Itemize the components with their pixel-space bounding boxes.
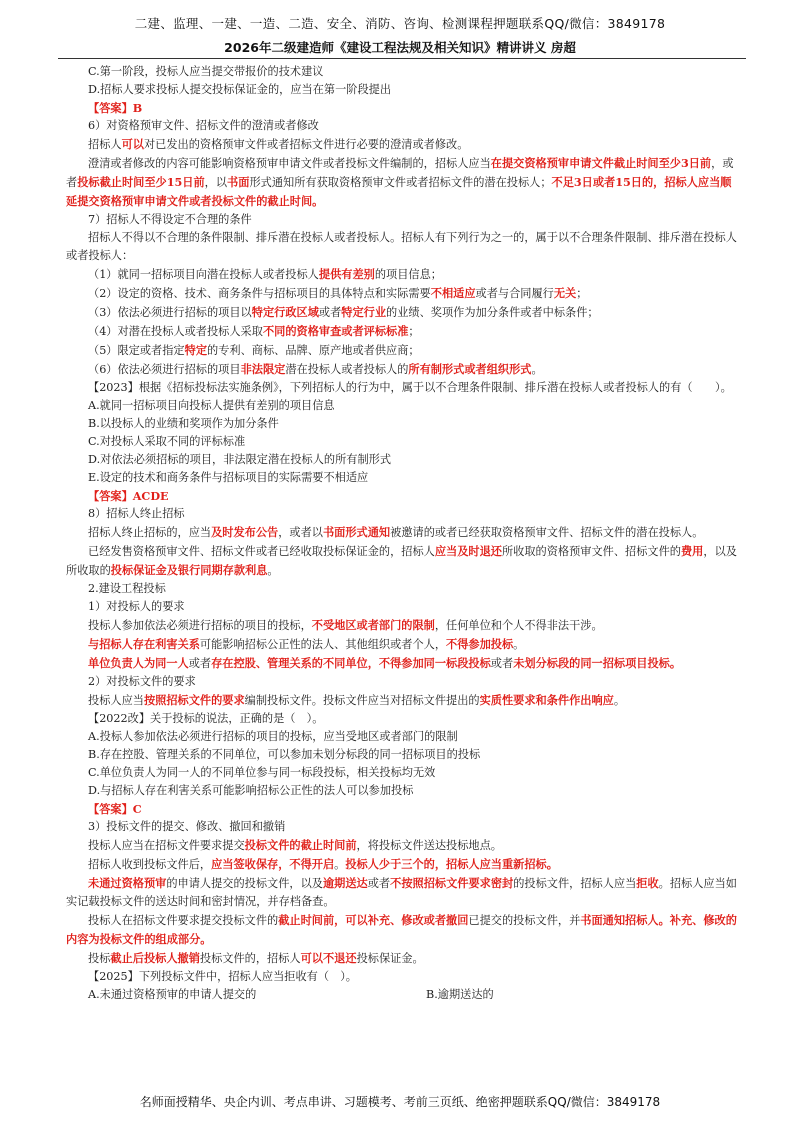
paragraph: 招标人不得以不合理的条件限制、排斥潜在投标人或者投标人。招标人有下列行为之一的，属于以不合理条件限制、排斥潜在投标人或者投标人： — [66, 231, 737, 262]
option-e: E.设定的技术和商务条件与招标项目的实际需要不相适应 — [88, 471, 369, 484]
page-footer: 名师面授精华、央企内训、考点串讲、习题模考、考前三页纸、绝密押题联系QQ/微信：3849178 — [139, 1095, 661, 1109]
answer-label: 【答案】B — [88, 101, 143, 115]
paragraph: 投标人参加依法必须进行招标的项目的投标，不受地区或者部门的限制，任何单位和个人不得非法干涉。 — [88, 618, 603, 632]
paragraph: 招标人终止招标的，应当及时发布公告，或者以书面形式通知被邀请的或者已经获取资格预审文件、招标文件的潜在投标人。 — [88, 525, 704, 539]
document-body — [66, 63, 738, 1004]
paragraph: 投标人应当按照招标文件的要求编制投标文件。投标文件应当对招标文件提出的实质性要求和条件作出响应。 — [88, 693, 626, 707]
option-b: B.逾期送达的 — [426, 988, 494, 1001]
option-c: C.第一阶段，投标人应当提交带报价的技术建议 — [88, 65, 324, 78]
page-header — [0, 14, 800, 56]
option-d: D.与招标人存在利害关系可能影响招标公正性的法人可以参加投标 — [88, 784, 414, 797]
option-b: B.存在控股、管理关系的不同单位，可以参加未划分标段的同一招标项目的投标 — [88, 748, 481, 761]
paragraph: 投标截止后投标人撤销投标文件的，招标人可以不退还投标保证金。 — [88, 951, 424, 965]
list-item: （6）依法必须进行招标的项目非法限定潜在投标人或者投标人的所有制形式或者组织形式。 — [88, 362, 543, 376]
list-item: （1）就同一招标项目向潜在投标人或者投标人提供有差别的项目信息； — [88, 267, 442, 281]
question: 【2022改】关于投标的说法，正确的是（ ）。 — [88, 712, 324, 725]
list-item: （5）限定或者指定特定的专利、商标、品牌、原产地或者供应商； — [88, 343, 420, 357]
option-c: C.单位负责人为同一人的不同单位参与同一标段投标，相关投标均无效 — [88, 766, 436, 779]
section-heading: 8）招标人终止招标 — [88, 507, 185, 520]
header-divider — [58, 58, 746, 59]
option-row — [66, 986, 738, 1004]
header-title: 2026年二级建造师《建设工程法规及相关知识》精讲讲义 房超 — [224, 40, 576, 55]
paragraph: 投标人应当在招标文件要求提交投标文件的截止时间前，将投标文件送达投标地点。 — [88, 838, 502, 852]
list-item: （3）依法必须进行招标的项目以特定行政区域或者特定行业的业绩、奖项作为加分条件或者中标条件； — [88, 305, 599, 319]
paragraph: 澄清或者修改的内容可能影响资格预审申请文件或者投标文件编制的，招标人应当在提交资格预审申请文件截止时间至少3日前，或者投标截止时间至少15日前，以书面形式通知所有获取资格预审文件或者招标文件的潜在投标人；不足3日或者15日的，招标人应当顺延提交资格预审申请文件或者投标文件的截止时间。 — [66, 156, 734, 208]
question: 【2023】根据《招标投标法实施条例》，下列招标人的行为中，属于以不合理条件限制、排斥潜在投标人或者投标人的有（ ）。 — [88, 381, 732, 394]
question: 【2025】下列投标文件中，招标人应当拒收有（ ）。 — [88, 970, 357, 983]
paragraph: 招标人可以对已发出的资格预审文件或者招标文件进行必要的澄清或者修改。 — [88, 137, 469, 151]
option-a: A.投标人参加依法必须进行招标的项目的投标，应当受地区或者部门的限制 — [88, 730, 458, 743]
option-a: A.未通过资格预审的申请人提交的 — [88, 988, 257, 1001]
list-item: （4）对潜在投标人或者投标人采取不同的资格审查或者评标标准； — [88, 324, 420, 338]
paragraph: 投标人在招标文件要求提交投标文件的截止时间前，可以补充、修改或者撤回已提交的投标文件，并书面通知招标人。补充、修改的内容为投标文件的组成部分。 — [66, 913, 737, 946]
paragraph: 招标人收到投标文件后，应当签收保存，不得开启。投标人少于三个的，招标人应当重新招标。 — [88, 857, 558, 871]
section-heading: 6）对资格预审文件、招标文件的澄清或者修改 — [88, 119, 319, 132]
section-heading: 2.建设工程投标 — [88, 582, 166, 595]
answer-label: 【答案】C — [88, 802, 142, 816]
paragraph: 未通过资格预审的申请人提交的投标文件，以及逾期送达或者不按照招标文件要求密封的投标文件，招标人应当拒收。招标人应当如实记载投标文件的送达时间和密封情况，并存档备查。 — [66, 876, 737, 908]
answer-label: 【答案】ACDE — [88, 489, 169, 503]
option-d: D.招标人要求投标人提交投标保证金的，应当在第一阶段提出 — [88, 83, 392, 96]
option-a: A.就同一招标项目向投标人提供有差别的项目信息 — [88, 399, 335, 412]
paragraph: 单位负责人为同一人或者存在控股、管理关系的不同单位，不得参加同一标段投标或者未划分标段的同一招标项目投标。 — [88, 656, 682, 670]
option-b: B.以投标人的业绩和奖项作为加分条件 — [88, 417, 279, 430]
section-heading: 2）对投标文件的要求 — [88, 675, 196, 688]
paragraph: 已经发售资格预审文件、招标文件或者已经收取投标保证金的，招标人应当及时退还所收取的资格预审文件、招标文件的费用，以及所收取的投标保证金及银行同期存款利息。 — [66, 544, 737, 577]
section-heading: 3）投标文件的提交、修改、撤回和撤销 — [88, 820, 286, 833]
option-d: D.对依法必须招标的项目，非法限定潜在投标人的所有制形式 — [88, 453, 392, 466]
paragraph: 与招标人存在利害关系可能影响招标公正性的法人、其他组织或者个人，不得参加投标。 — [88, 637, 525, 651]
section-heading: 1）对投标人的要求 — [88, 600, 185, 613]
section-heading: 7）招标人不得设定不合理的条件 — [88, 213, 252, 226]
option-c: C.对投标人采取不同的评标标准 — [88, 435, 246, 448]
header-contact-line: 二建、监理、一建、一造、二造、安全、消防、咨询、检测课程押题联系QQ/微信：3849178 — [134, 16, 666, 31]
list-item: （2）设定的资格、技术、商务条件与招标项目的具体特点和实际需要不相适应或者与合同履行无关； — [88, 286, 588, 300]
